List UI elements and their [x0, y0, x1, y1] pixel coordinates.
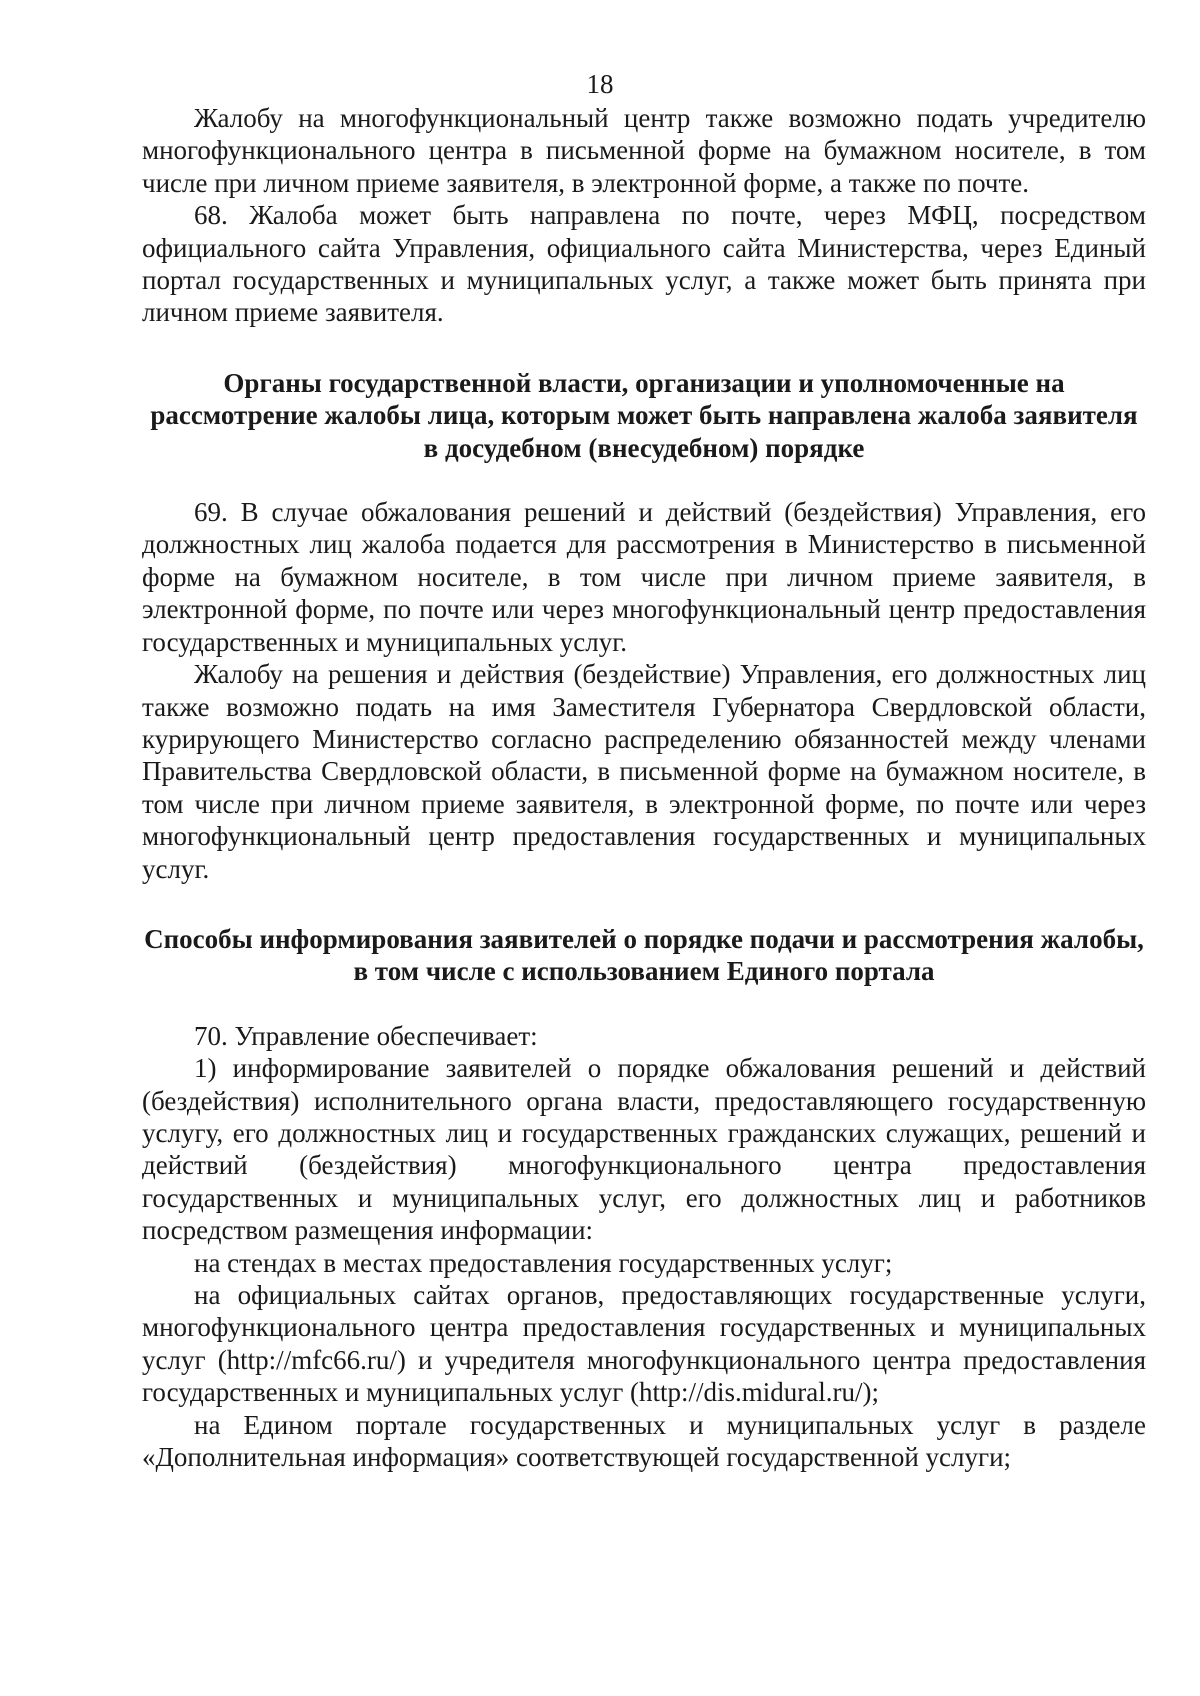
paragraph-deputy-governor: Жалобу на решения и действия (бездействие) Управления, его должностных лиц также возможно подать на имя Заместителя Губернатора Свердловской области, курирующего Министерство согласно распределению обязанностей между членами Правительства Свердловской области, в письменной форме на бумажном носителе, в том числе при личном приеме заявителя, в электронной форме, по почте или через многофункциональный центр предоставления государственных и муниципальных услуг. — [142, 659, 1146, 884]
document-body — [142, 102, 1146, 1473]
paragraph-69: 69. В случае обжалования решений и действий (бездействия) Управления, его должностных лиц жалоба подается для рассмотрения в Министерство в письменной форме на бумажном носителе, в том числе при личном приеме заявителя, в электронной форме, по почте или через многофункциональный центр предоставления государственных и муниципальных услуг. — [142, 497, 1146, 657]
page-number: 18 — [586, 69, 614, 99]
list-subitem-websites: на официальных сайтах органов, предоставляющих государственные услуги, многофункционального центра предоставления государственных и муниципальных услуг (http://mfc66.ru/) и учредителя многофункционального центра предоставления государственных и муниципальных услуг (http://dis.midural.ru/); — [142, 1280, 1146, 1408]
section-heading-informing: Способы информирования заявителей о порядке подачи и рассмотрения жалобы, в том числе с использованием Единого портала — [144, 923, 1144, 987]
spacer — [142, 988, 1146, 1020]
list-subitem-stands: на стендах в местах предоставления государственных услуг; — [194, 1247, 893, 1278]
paragraph-70: 70. Управление обеспечивает: — [194, 1020, 538, 1051]
paragraph-68: 68. Жалоба может быть направлена по почте, через МФЦ, посредством официального сайта Управления, официального сайта Министерства, через Единый портал государственных и муниципальных услуг, а также может быть принята при личном приеме заявителя. — [142, 200, 1146, 328]
spacer — [142, 464, 1146, 496]
section-heading-authorities: Органы государственной власти, организации и уполномоченные на рассмотрение жалобы лица, которым может быть направлена жалоба заявителя в досудебном (внесудебном) порядке — [150, 367, 1138, 463]
spacer — [142, 329, 1146, 367]
spacer — [142, 885, 1146, 923]
list-subitem-unified-portal: на Едином портале государственных и муниципальных услуг в разделе «Дополнительная информация» соответствующей государственной услуги; — [142, 1409, 1146, 1473]
list-item-1: 1) информирование заявителей о порядке обжалования решений и действий (бездействия) исполнительного органа власти, предоставляющего государственную услугу, его должностных лиц и государственных гражданских служащих, решений и действий (бездействия) многофункционального центра предоставления государственных и муниципальных услуг, его должностных лиц и работников посредством размещения информации: — [142, 1053, 1146, 1246]
paragraph-mfc-complaint: Жалобу на многофункциональный центр также возможно подать учредителю многофункционального центра в письменной форме на бумажном носителе, в том числе при личном приеме заявителя, в электронной форме, а также по почте. — [142, 103, 1146, 198]
